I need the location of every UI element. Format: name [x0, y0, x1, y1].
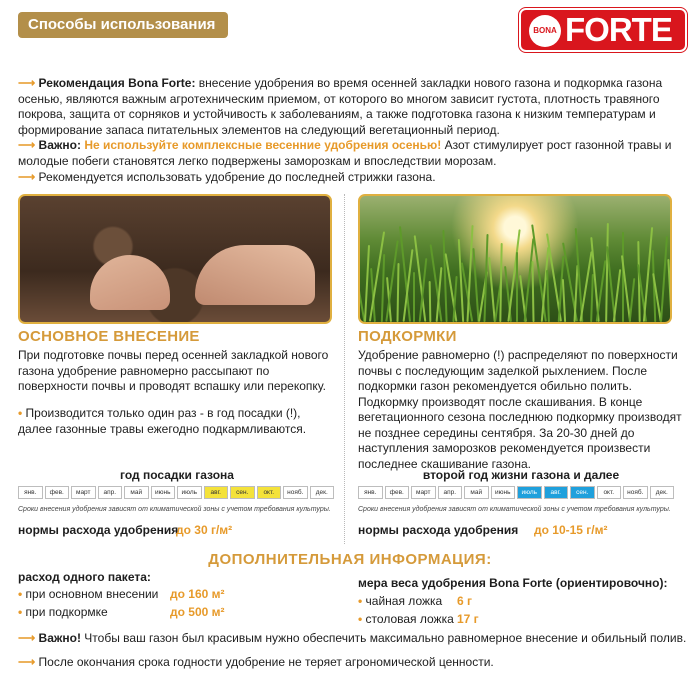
grass-photo	[358, 194, 672, 324]
grass-blade	[381, 254, 385, 322]
month-cell: апр.	[98, 486, 123, 499]
measure-item-value: 17 г	[457, 612, 479, 626]
grass-blade	[531, 261, 534, 322]
month-cell: нояб.	[623, 486, 648, 499]
measure-item-value: 6 г	[457, 594, 473, 608]
grass-blade	[428, 281, 431, 322]
month-cell: апр.	[438, 486, 463, 499]
grass-blade	[397, 263, 400, 322]
grass-blade	[613, 269, 621, 322]
basic-application-bullet	[18, 406, 336, 437]
month-cell: март	[411, 486, 436, 499]
package-item	[18, 605, 108, 621]
measure-title: мера веса удобрения Bona Forte (ориентировочно):	[358, 576, 668, 590]
month-cell: фев.	[45, 486, 70, 499]
recommendation-text: внесение удобрения во время осенней закладки нового газона и подкормка газона осенью, являются важным агротехническим приемом, от которого во многом зависит густота, плотность травяного покрова, защита от сорняков и устойчивость к заболеваниям, а также подготовка газона к низким температурам и формирование запаса питательных элементов на следующий вегетационный период.	[18, 76, 663, 137]
grass-blade	[629, 278, 636, 322]
extra-info-title: ДОПОЛНИТЕЛЬНАЯ ИНФОРМАЦИЯ:	[208, 551, 492, 568]
grass-blade	[546, 270, 550, 322]
top-dressing-title: ПОДКОРМКИ	[358, 328, 457, 345]
recommendation-lead: Рекомендация Bona Forte:	[38, 76, 196, 90]
grass-blade	[660, 236, 668, 322]
norm-value-left: до 30 г/м²	[176, 523, 233, 537]
shelf-life-text: После окончания срока годности удобрение не теряет агрономической ценности.	[38, 655, 494, 669]
measure-item-label: чайная ложка	[365, 594, 443, 608]
month-cell: июнь	[491, 486, 516, 499]
important-warning: Не используйте комплексные весенние удобрения осенью!	[84, 138, 442, 152]
calendar-note-left: Сроки внесения удобрения зависят от климатической зоны с учетом требования культуры.	[18, 506, 331, 513]
bullet-dot-icon: •	[358, 612, 363, 626]
top-dressing-text: Удобрение равномерно (!) распределяют по поверхности почвы с последующим заделкой рыхлением. После подкормки газон рекомендуется обильно полить. Подкормку производят после скашивания. В конце вегетационного сезона последнюю подкормку производят не позднее середины сентября. За 20-30 дней до наступления заморозков рекомендуется произвести последнее скашивание газона.	[358, 348, 682, 471]
measure-item	[358, 594, 442, 610]
final-important-text: Чтобы ваш газон был красивым нужно обеспечить максимально равномерное внесение и обильный полив.	[80, 631, 687, 645]
column-divider	[344, 194, 345, 544]
bullet-dot-icon: •	[18, 605, 23, 619]
grass-blade	[590, 274, 594, 322]
grass-blade	[483, 234, 488, 322]
grass-blade	[413, 272, 415, 322]
arrow-right-icon: ⟶	[18, 138, 36, 152]
month-cell: дек.	[650, 486, 675, 499]
last-mowing-text: Рекомендуется использовать удобрение до последней стрижки газона.	[38, 170, 436, 184]
grass-blade	[516, 252, 518, 322]
month-cell: май	[124, 486, 149, 499]
bullet-dot-icon: •	[18, 406, 23, 420]
package-item-label: при подкормке	[25, 605, 108, 619]
package-item-value: до 500 м²	[170, 605, 225, 619]
month-cell: июль	[517, 486, 542, 499]
basic-application-text: При подготовке почвы перед осенней закладкой нового газона удобрение равномерно рассыпают по поверхности почвы и проводят вспашку или перекопку.	[18, 348, 329, 393]
bullet-dot-icon: •	[358, 594, 363, 608]
arrow-right-icon: ⟶	[18, 170, 36, 184]
month-cell: фев.	[385, 486, 410, 499]
package-item-label: при основном внесении	[25, 587, 159, 601]
month-cell: янв.	[358, 486, 383, 499]
intro-paragraph-1	[18, 76, 682, 138]
intro-paragraph-3	[18, 170, 682, 186]
month-cell: окт.	[597, 486, 622, 499]
month-calendar-right	[358, 486, 674, 499]
arrow-right-icon: ⟶	[18, 76, 36, 90]
bullet-text: Производится только один раз - в год посадки (!), далее газонные травы ежегодно подкармливаются.	[18, 406, 307, 436]
bullet-dot-icon: •	[18, 587, 23, 601]
month-cell: янв.	[18, 486, 43, 499]
month-cell: июнь	[151, 486, 176, 499]
norm-label-right: нормы расхода удобрения	[358, 523, 519, 537]
grass-blade	[443, 230, 448, 322]
grass-blade	[364, 245, 370, 322]
grass-blade	[667, 259, 672, 322]
month-cell: сен.	[230, 486, 255, 499]
calendar-title-left: год посадки газона	[120, 468, 234, 482]
package-item	[18, 587, 158, 603]
month-cell: июль	[177, 486, 202, 499]
calendar-title-right: второй год жизни газона и далее	[422, 468, 620, 482]
month-calendar-left	[18, 486, 334, 499]
month-cell: нояб.	[283, 486, 308, 499]
month-cell: дек.	[310, 486, 335, 499]
brand-logo	[519, 8, 687, 52]
page-title: Способы использования	[18, 12, 228, 38]
month-cell: март	[71, 486, 96, 499]
final-important-lead: Важно!	[38, 631, 81, 645]
intro-paragraph-2	[18, 138, 682, 169]
month-cell: авг.	[544, 486, 569, 499]
package-item-value: до 160 м²	[170, 587, 225, 601]
norm-label-left: нормы расхода удобрения	[18, 523, 179, 537]
month-cell: сен.	[570, 486, 595, 499]
important-lead: Важно:	[38, 138, 81, 152]
grass-blade	[562, 279, 566, 322]
important-text: Азот стимулирует рост газонной травы и молодые побеги становятся легко подвержены заморозкам и впоследствии морозам.	[18, 138, 672, 168]
measure-item	[358, 612, 454, 628]
logo-brand: FORTE	[565, 11, 672, 48]
month-cell: окт.	[257, 486, 282, 499]
norm-value-right: до 10-15 г/м²	[534, 523, 608, 537]
logo-badge: BONA	[529, 15, 561, 47]
package-title: расход одного пакета:	[18, 570, 151, 584]
final-important-note	[18, 631, 688, 647]
shelf-life-note	[18, 655, 688, 671]
arrow-right-icon: ⟶	[18, 655, 36, 669]
month-cell: май	[464, 486, 489, 499]
grass-blade	[500, 243, 503, 322]
month-cell: авг.	[204, 486, 229, 499]
calendar-note-right: Сроки внесения удобрения зависят от климатической зоны с учетом требования культуры.	[358, 506, 671, 513]
measure-item-label: столовая ложка	[365, 612, 454, 626]
basic-application-title: ОСНОВНОЕ ВНЕСЕНИЕ	[18, 328, 200, 345]
arrow-right-icon: ⟶	[18, 631, 36, 645]
